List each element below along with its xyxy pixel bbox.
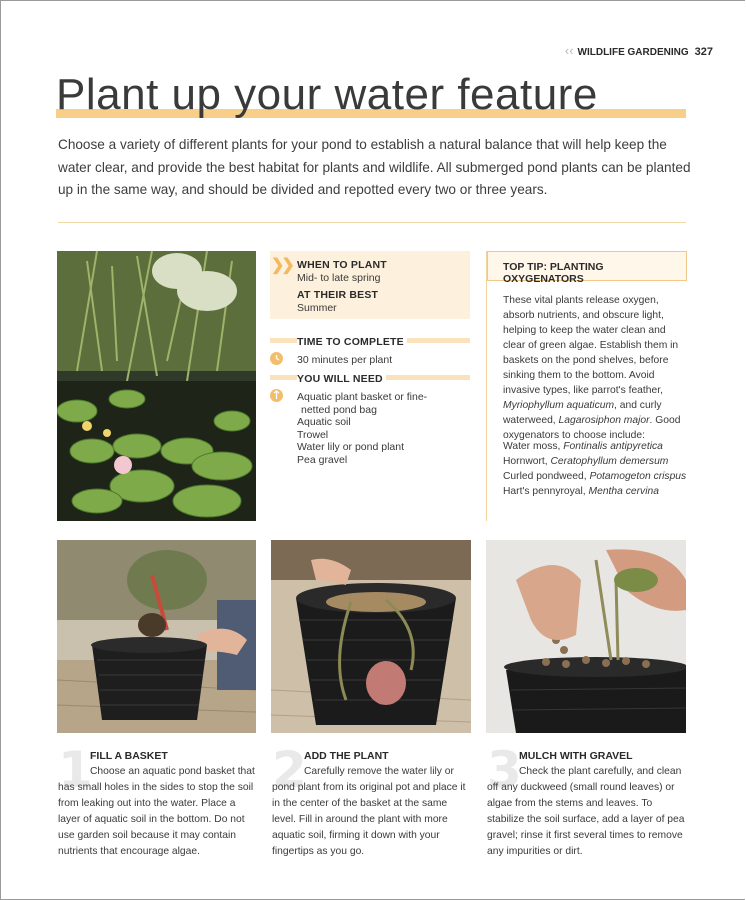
- list-item: [503, 439, 691, 454]
- clock-icon: [270, 352, 283, 365]
- need-item: Trowel: [297, 428, 329, 441]
- list-item: [503, 484, 691, 499]
- tip-text: . Good oxygenators to choose include:: [503, 415, 681, 441]
- pond-photo: [57, 251, 256, 521]
- tip-body: [503, 293, 689, 443]
- divider: [58, 222, 686, 223]
- step-text: Choose an aquatic pond basket that has small holes in the sides to stop the soil from leaking out into the water. Place a layer of aquatic soil in the bottom. Do not use garden soil because it may contain nutrients that encourage algae.: [58, 766, 255, 857]
- best-text: Summer: [297, 302, 337, 314]
- time-text: 30 minutes per plant: [297, 354, 393, 366]
- time-heading: TIME TO COMPLETE: [297, 336, 407, 348]
- need-item: Water lily or pond plant: [297, 441, 404, 453]
- latin-name: Potamogeton crispus: [589, 471, 687, 482]
- step-heading: MULCH WITH GRAVEL: [519, 750, 633, 762]
- need-list: [297, 391, 427, 466]
- when-text: Mid- to late spring: [297, 272, 381, 284]
- common-name: Hornwort,: [503, 456, 551, 467]
- list-item: [503, 454, 691, 469]
- info-panel: [270, 251, 470, 521]
- oxygenator-list: [503, 439, 691, 499]
- tip-heading: TOP TIP: PLANTING OXYGENATORS: [503, 261, 604, 285]
- top-tip-box: [486, 251, 687, 521]
- need-item: netted pond bag: [301, 403, 377, 416]
- tip-latin-name: Lagarosiphon major: [558, 415, 650, 426]
- list-item: [503, 469, 691, 484]
- need-item: Aquatic plant basket or fine-: [297, 391, 428, 403]
- common-name: Curled pondweed,: [503, 471, 590, 482]
- page-title: Plant up your water feature: [56, 70, 598, 119]
- best-heading: AT THEIR BEST: [297, 289, 379, 301]
- step2-photo: [271, 540, 471, 733]
- step-heading: FILL A BASKET: [90, 750, 168, 762]
- latin-name: Mentha cervina: [588, 486, 659, 497]
- common-name: Water moss,: [503, 441, 564, 452]
- chevron-right-icon: ❯❯: [271, 257, 292, 274]
- step-number: 2: [272, 741, 307, 799]
- tip-text: These vital plants release oxygen, absorb nutrients, and obscure light, helping to keep the water clean and clear of green algae. Establish them in baskets on the pond shelves, before sinking them to the bottom. Avoid invasive types, like parrot's feather,: [503, 295, 679, 396]
- title-block: [56, 70, 598, 120]
- need-item: Pea gravel: [297, 453, 348, 466]
- step-text: Check the plant carefully, and clean off any duckweed (small round leaves) or algae from the stems and leaves. To stabilize the soil surface, add a layer of pea gravel; rinse it first several times to remove any impurities or dirt.: [487, 766, 685, 857]
- when-heading: WHEN TO PLANT: [297, 259, 387, 271]
- running-head: [565, 43, 713, 58]
- section-name: WILDLIFE GARDENING: [577, 47, 689, 58]
- latin-name: Fontinalis antipyretica: [563, 441, 663, 452]
- step-text: Carefully remove the water lily or pond plant from its original pot and place it in the center of the basket at the same level. Fill in around the plant with more aquatic soil, firming it down with your fingertips as you go.: [272, 766, 466, 857]
- intro-paragraph: Choose a variety of different plants for your pond to establish a natural balance that will help keep the water clear, and provide the best habitat for plants and wildlife. All submerged pond plants can be planted up in the same way, and should be divided and repotted every two or three years.: [58, 137, 691, 197]
- tip-header: [487, 251, 687, 285]
- tip-text: , and curly waterweed,: [503, 400, 662, 426]
- page-number: 327: [694, 46, 713, 58]
- common-name: Hart's pennyroyal,: [503, 486, 589, 497]
- step-number: 1: [58, 741, 93, 799]
- step3-photo: [486, 540, 686, 733]
- step-heading: ADD THE PLANT: [304, 750, 389, 762]
- chevron-left-icon: ‹‹: [564, 43, 574, 58]
- step-number: 3: [487, 741, 522, 799]
- tip-latin-name: Myriophyllum aquaticum: [503, 400, 615, 411]
- need-heading: YOU WILL NEED: [297, 373, 386, 385]
- latin-name: Ceratophyllum demersum: [550, 456, 669, 467]
- step1-photo: [57, 540, 256, 733]
- need-item: Aquatic soil: [297, 416, 351, 428]
- tools-icon: [270, 389, 283, 402]
